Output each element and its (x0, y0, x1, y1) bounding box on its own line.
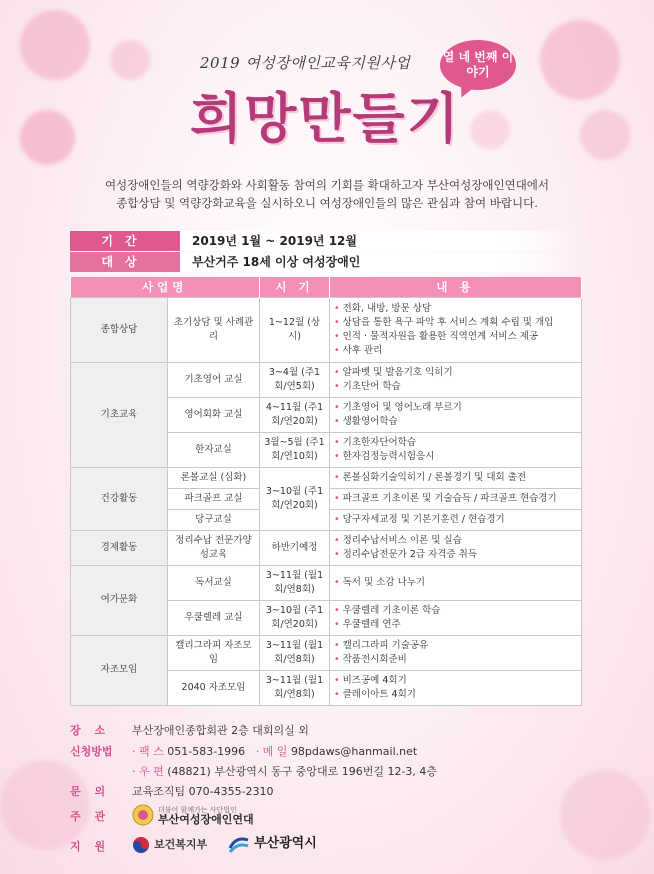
content-item: • 독서 및 소감 나누기 (334, 576, 577, 590)
table-row (71, 362, 582, 397)
period-cell: 3~10월 (주1회/연20회) (260, 600, 330, 635)
content-item: • 정리수납서비스 이론 및 실습 (334, 534, 577, 548)
header-content: 내 용 (330, 277, 582, 297)
target-value: 부산거주 18세 이상 여성장애인 (180, 252, 582, 272)
busan-logo-icon (228, 834, 250, 854)
intro-line-2: 종합상담 및 역량강화교육을 실시하오니 여성장애인들의 많은 관심과 참여 바랍니다. (116, 196, 538, 210)
content-cell (330, 565, 582, 600)
content-cell (330, 488, 582, 509)
category-cell: 건강활동 (71, 467, 168, 530)
place-value: 부산장애인종합회관 2층 대회의실 외 (132, 724, 309, 737)
content-item: • 기초한자단어학습 (334, 436, 577, 450)
category-cell: 종합상담 (71, 297, 168, 362)
taegeuk-icon (132, 836, 150, 854)
header-period: 시 기 (260, 277, 330, 297)
host-logo-text (158, 805, 254, 825)
email-label: · 메 일 (255, 745, 288, 758)
content-item: • 우쿨렐레 기초이론 학습 (334, 604, 577, 618)
program-cell: 2040 자조모임 (168, 670, 260, 705)
content-cell (330, 397, 582, 432)
intro-text (60, 176, 594, 212)
inquiry-label: 문 의 (70, 785, 111, 798)
program-cell: 영어회화 교실 (168, 397, 260, 432)
inquiry-value: 교육조직팀 070-4355-2310 (132, 785, 274, 798)
content-item: • 기초단어 학습 (334, 380, 577, 394)
support-label: 지 원 (70, 840, 111, 853)
content-item: • 기초영어 및 영어노래 부르기 (334, 401, 577, 415)
host-org-name: 부산여성장애인연대 (158, 813, 254, 826)
fax-value: 051-583-1996 (167, 745, 246, 758)
host-small-text: 더불어 함께가는 사단법인 (158, 806, 237, 814)
program-cell: 초기상담 및 사례관리 (168, 297, 260, 362)
table-row (71, 530, 582, 565)
category-cell: 경제활동 (71, 530, 168, 565)
program-cell: 우쿨렐레 교실 (168, 600, 260, 635)
content-cell (330, 509, 582, 530)
period-cell: 3~11월 (월1회/연8회) (260, 565, 330, 600)
period-cell: 1~12월 (상시) (260, 297, 330, 362)
program-table (70, 277, 582, 706)
bubble-text: 열 네 번째 이야기 (442, 50, 514, 79)
table-row (71, 635, 582, 670)
period-cell: 3~10월 (주1회/연20회) (260, 467, 330, 530)
content-item: • 캘리그라피 기술공유 (334, 639, 577, 653)
table-header-row (71, 277, 582, 297)
post-label: · 우 편 (132, 765, 164, 778)
period-row (70, 231, 582, 251)
content-item: • 정리수납전문가 2급 자격증 취득 (334, 548, 577, 562)
content-item: • 파크골프 기초이론 및 기술습득 / 파크골프 현습경기 (334, 492, 577, 506)
category-cell: 자조모임 (71, 635, 168, 705)
period-cell: 3~11월 (월1회/연8회) (260, 670, 330, 705)
content-cell (330, 362, 582, 397)
target-label: 대상 (70, 252, 180, 272)
program-cell: 정리수납 전문가양성교육 (168, 530, 260, 565)
support-org-2: 부산광역시 (254, 836, 317, 851)
program-cell: 파크골프 교실 (168, 488, 260, 509)
content-item: • 생활영어학습 (334, 415, 577, 429)
content-cell (330, 670, 582, 705)
content-item: • 상담을 통한 욕구 파악 후 서비스 계획 수립 및 개입 (334, 316, 577, 330)
program-cell: 기초영어 교실 (168, 362, 260, 397)
period-label: 기간 (70, 231, 180, 251)
content-cell (330, 467, 582, 488)
fax-label: · 팩 스 (132, 745, 164, 758)
place-label: 장 소 (70, 724, 111, 737)
support-logo-1 (132, 836, 207, 854)
poster-header (0, 0, 654, 170)
host-emblem-icon (132, 804, 154, 826)
period-cell: 3~4월 (주1회/연5회) (260, 362, 330, 397)
support-org-1: 보건복지부 (154, 838, 208, 851)
program-cell: 당구교실 (168, 509, 260, 530)
content-item: • 사후 관리 (334, 344, 577, 358)
content-item: • 인적 · 물적자원을 활용한 직역연계 서비스 제공 (334, 330, 577, 344)
blossom-decoration (560, 770, 650, 860)
header-program: 사업명 (71, 277, 260, 297)
period-cell: 4~11월 (주1회/연20회) (260, 397, 330, 432)
email-value[interactable]: 98pdaws@hanmail.net (290, 745, 418, 758)
content-item: • 론볼심화기술익히기 / 론볼경기 및 대회 출전 (334, 471, 577, 485)
content-cell (330, 297, 582, 362)
content-item: • 알파벳 및 발음기호 익히기 (334, 366, 577, 380)
content-item: • 작품전시회준비 (334, 653, 577, 667)
intro-line-1: 여성장애인들의 역량강화와 사회활동 참여의 기회를 확대하고자 부산여성장애인연대에서 (104, 178, 550, 192)
poster-subtitle: 2019 여성장애인교육지원사업 (200, 54, 411, 72)
target-row (70, 252, 582, 272)
table-row (71, 565, 582, 600)
period-cell: 하반기예정 (260, 530, 330, 565)
program-cell: 론볼교실 (심화) (168, 467, 260, 488)
content-cell (330, 530, 582, 565)
post-value: (48821) 부산광역시 동구 중앙대로 196번길 12-3, 4층 (167, 765, 438, 778)
host-logo (132, 804, 254, 826)
program-cell: 독서교실 (168, 565, 260, 600)
fax-group (132, 743, 417, 761)
program-cell: 캘리그라피 자조모임 (168, 635, 260, 670)
table-row (71, 467, 582, 488)
period-cell: 3~11월 (월1회/연8회) (260, 635, 330, 670)
content-item: • 클레이아트 4회기 (334, 688, 577, 702)
content-cell (330, 635, 582, 670)
apply-label: 신청방법 (70, 745, 113, 758)
category-cell: 여가문화 (71, 565, 168, 635)
table-row (71, 297, 582, 362)
content-item: • 우쿨렐레 연주 (334, 618, 577, 632)
host-label: 주 관 (70, 810, 111, 823)
support-logo-2 (228, 834, 317, 854)
period-value: 2019년 1월 ~ 2019년 12월 (180, 231, 582, 251)
content-item: • 당구자세교정 및 기본기훈련 / 현습경기 (334, 513, 577, 527)
content-item: • 비즈공예 4회기 (334, 674, 577, 688)
post-group (132, 763, 437, 781)
content-cell (330, 432, 582, 467)
poster-title: 희망만들기 (190, 87, 461, 150)
blossom-decoration (0, 760, 90, 850)
content-cell (330, 600, 582, 635)
content-item: • 전화, 내방, 방문 상담 (334, 302, 577, 316)
period-cell: 3월~5월 (주1회/연10회) (260, 432, 330, 467)
program-cell: 한자교실 (168, 432, 260, 467)
category-cell: 기초교육 (71, 362, 168, 467)
content-item: • 한자검정능력시험응시 (334, 450, 577, 464)
